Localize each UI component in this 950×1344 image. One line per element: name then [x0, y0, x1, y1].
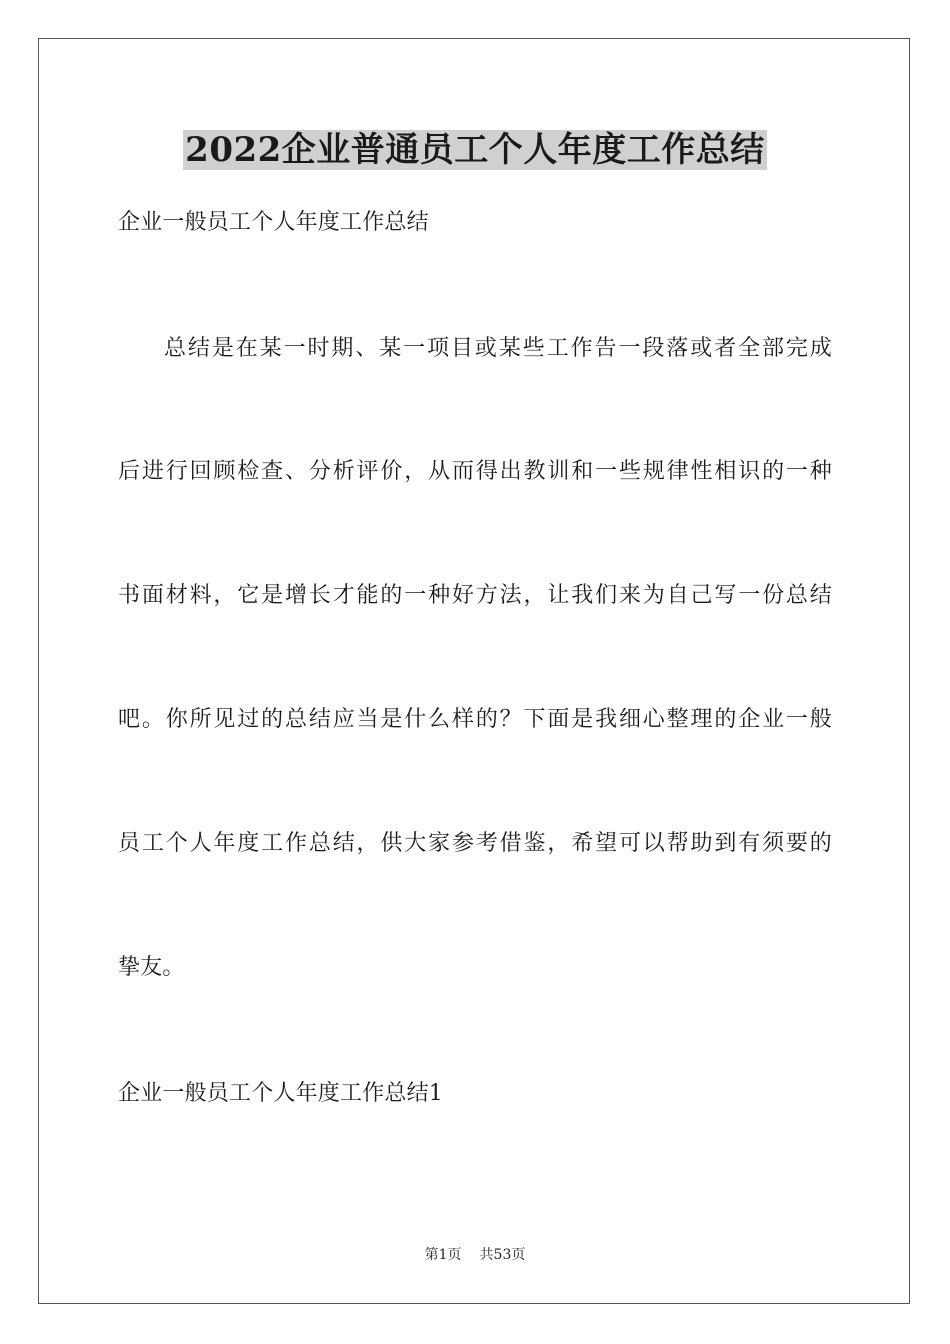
paragraph-line-5: 员工个人年度工作总结，供大家参考借鉴，希望可以帮助到有须要的 [118, 831, 832, 856]
paragraph-line-1: 总结是在某一时期、某一项目或某些工作告一段落或者全部完成 [164, 336, 832, 361]
document-title-text: 2022企业普通员工个人年度工作总结 [185, 130, 765, 170]
document-subtitle: 企业一般员工个人年度工作总结 [118, 210, 429, 235]
page-total: 共53页 [479, 1247, 526, 1263]
page-number: 第1页 [424, 1247, 462, 1263]
paragraph-line-2: 后进行回顾检查、分析评价，从而得出教训和一些规律性相识的一种 [118, 459, 832, 484]
paragraph-line-3: 书面材料，它是增长才能的一种好方法，让我们来为自己写一份总结 [118, 583, 832, 608]
paragraph-line-4: 吧。你所见过的总结应当是什么样的？下面是我细心整理的企业一般 [118, 707, 832, 732]
document-title [0, 124, 950, 176]
paragraph-line-6: 挚友。 [118, 955, 185, 980]
page-footer [0, 1245, 950, 1265]
section-heading: 企业一般员工个人年度工作总结1 [118, 1081, 443, 1106]
